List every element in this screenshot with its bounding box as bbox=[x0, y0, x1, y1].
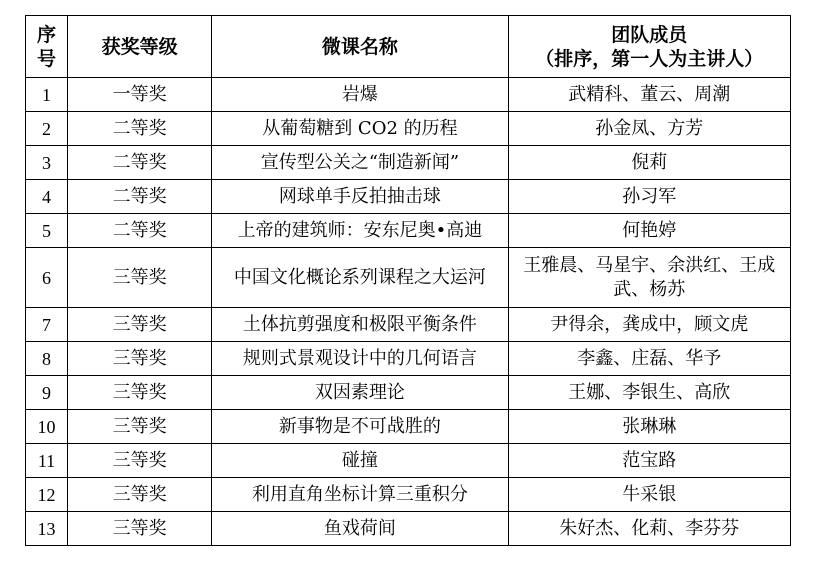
row-members: 孙金凤、方芳 bbox=[508, 112, 790, 146]
row-level: 三等奖 bbox=[68, 410, 212, 444]
row-level: 三等奖 bbox=[68, 478, 212, 512]
row-members: 牛采银 bbox=[508, 478, 790, 512]
table-row bbox=[26, 214, 791, 248]
row-title: 从葡萄糖到 CO2 的历程 bbox=[212, 112, 508, 146]
row-level: 三等奖 bbox=[68, 376, 212, 410]
table-header bbox=[26, 16, 791, 78]
row-title: 中国文化概论系列课程之大运河 bbox=[212, 248, 508, 308]
header-members-line2: （排序，第一人为主讲人） bbox=[535, 47, 764, 70]
row-num: 1 bbox=[26, 78, 68, 112]
table-body bbox=[26, 78, 791, 546]
table-row bbox=[26, 146, 791, 180]
row-num: 10 bbox=[26, 410, 68, 444]
table-row bbox=[26, 248, 791, 308]
header-title: 微课名称 bbox=[212, 16, 508, 78]
row-level: 三等奖 bbox=[68, 342, 212, 376]
row-members: 孙习军 bbox=[508, 180, 790, 214]
row-title: 规则式景观设计中的几何语言 bbox=[212, 342, 508, 376]
row-title: 新事物是不可战胜的 bbox=[212, 410, 508, 444]
row-level: 三等奖 bbox=[68, 444, 212, 478]
header-members bbox=[508, 16, 790, 78]
row-num: 3 bbox=[26, 146, 68, 180]
table-row bbox=[26, 308, 791, 342]
header-num bbox=[26, 16, 68, 78]
row-num: 6 bbox=[26, 248, 68, 308]
row-members: 王雅晨、马星宇、余洪红、王成武、杨苏 bbox=[508, 248, 790, 308]
row-members: 武精科、董云、周潮 bbox=[508, 78, 790, 112]
row-title: 双因素理论 bbox=[212, 376, 508, 410]
row-num: 12 bbox=[26, 478, 68, 512]
row-members: 朱好杰、化莉、李芬芬 bbox=[508, 512, 790, 546]
row-title: 岩爆 bbox=[212, 78, 508, 112]
row-title: 土体抗剪强度和极限平衡条件 bbox=[212, 308, 508, 342]
table-row bbox=[26, 180, 791, 214]
table-row bbox=[26, 342, 791, 376]
row-level: 二等奖 bbox=[68, 112, 212, 146]
row-level: 二等奖 bbox=[68, 180, 212, 214]
row-members: 王娜、李银生、高欣 bbox=[508, 376, 790, 410]
row-members: 尹得余，龚成中，顾文虎 bbox=[508, 308, 790, 342]
table-row bbox=[26, 112, 791, 146]
table-row bbox=[26, 512, 791, 546]
row-num: 9 bbox=[26, 376, 68, 410]
header-level: 获奖等级 bbox=[68, 16, 212, 78]
awards-table bbox=[25, 15, 791, 546]
row-num: 11 bbox=[26, 444, 68, 478]
row-num: 4 bbox=[26, 180, 68, 214]
row-title: 上帝的建筑师：安东尼奥•高迪 bbox=[212, 214, 508, 248]
table-row bbox=[26, 444, 791, 478]
row-members: 李鑫、庄磊、华予 bbox=[508, 342, 790, 376]
row-level: 三等奖 bbox=[68, 308, 212, 342]
header-members-line1: 团队成员 bbox=[611, 23, 688, 46]
row-members: 倪莉 bbox=[508, 146, 790, 180]
row-title: 鱼戏荷间 bbox=[212, 512, 508, 546]
row-title: 利用直角坐标计算三重积分 bbox=[212, 478, 508, 512]
row-members: 范宝路 bbox=[508, 444, 790, 478]
row-level: 二等奖 bbox=[68, 214, 212, 248]
table-row bbox=[26, 376, 791, 410]
row-level: 三等奖 bbox=[68, 248, 212, 308]
row-num: 7 bbox=[26, 308, 68, 342]
row-level: 二等奖 bbox=[68, 146, 212, 180]
header-num-line2: 号 bbox=[37, 47, 57, 70]
row-members: 何艳婷 bbox=[508, 214, 790, 248]
table-row bbox=[26, 78, 791, 112]
header-num-line1: 序 bbox=[37, 23, 57, 46]
table-row bbox=[26, 410, 791, 444]
row-num: 13 bbox=[26, 512, 68, 546]
row-num: 2 bbox=[26, 112, 68, 146]
row-level: 一等奖 bbox=[68, 78, 212, 112]
table-row bbox=[26, 478, 791, 512]
row-num: 8 bbox=[26, 342, 68, 376]
row-title: 网球单手反拍抽击球 bbox=[212, 180, 508, 214]
row-num: 5 bbox=[26, 214, 68, 248]
row-members: 张琳琳 bbox=[508, 410, 790, 444]
row-title: 宣传型公关之“制造新闻” bbox=[212, 146, 508, 180]
row-title: 碰撞 bbox=[212, 444, 508, 478]
header-row bbox=[26, 16, 791, 78]
row-level: 三等奖 bbox=[68, 512, 212, 546]
